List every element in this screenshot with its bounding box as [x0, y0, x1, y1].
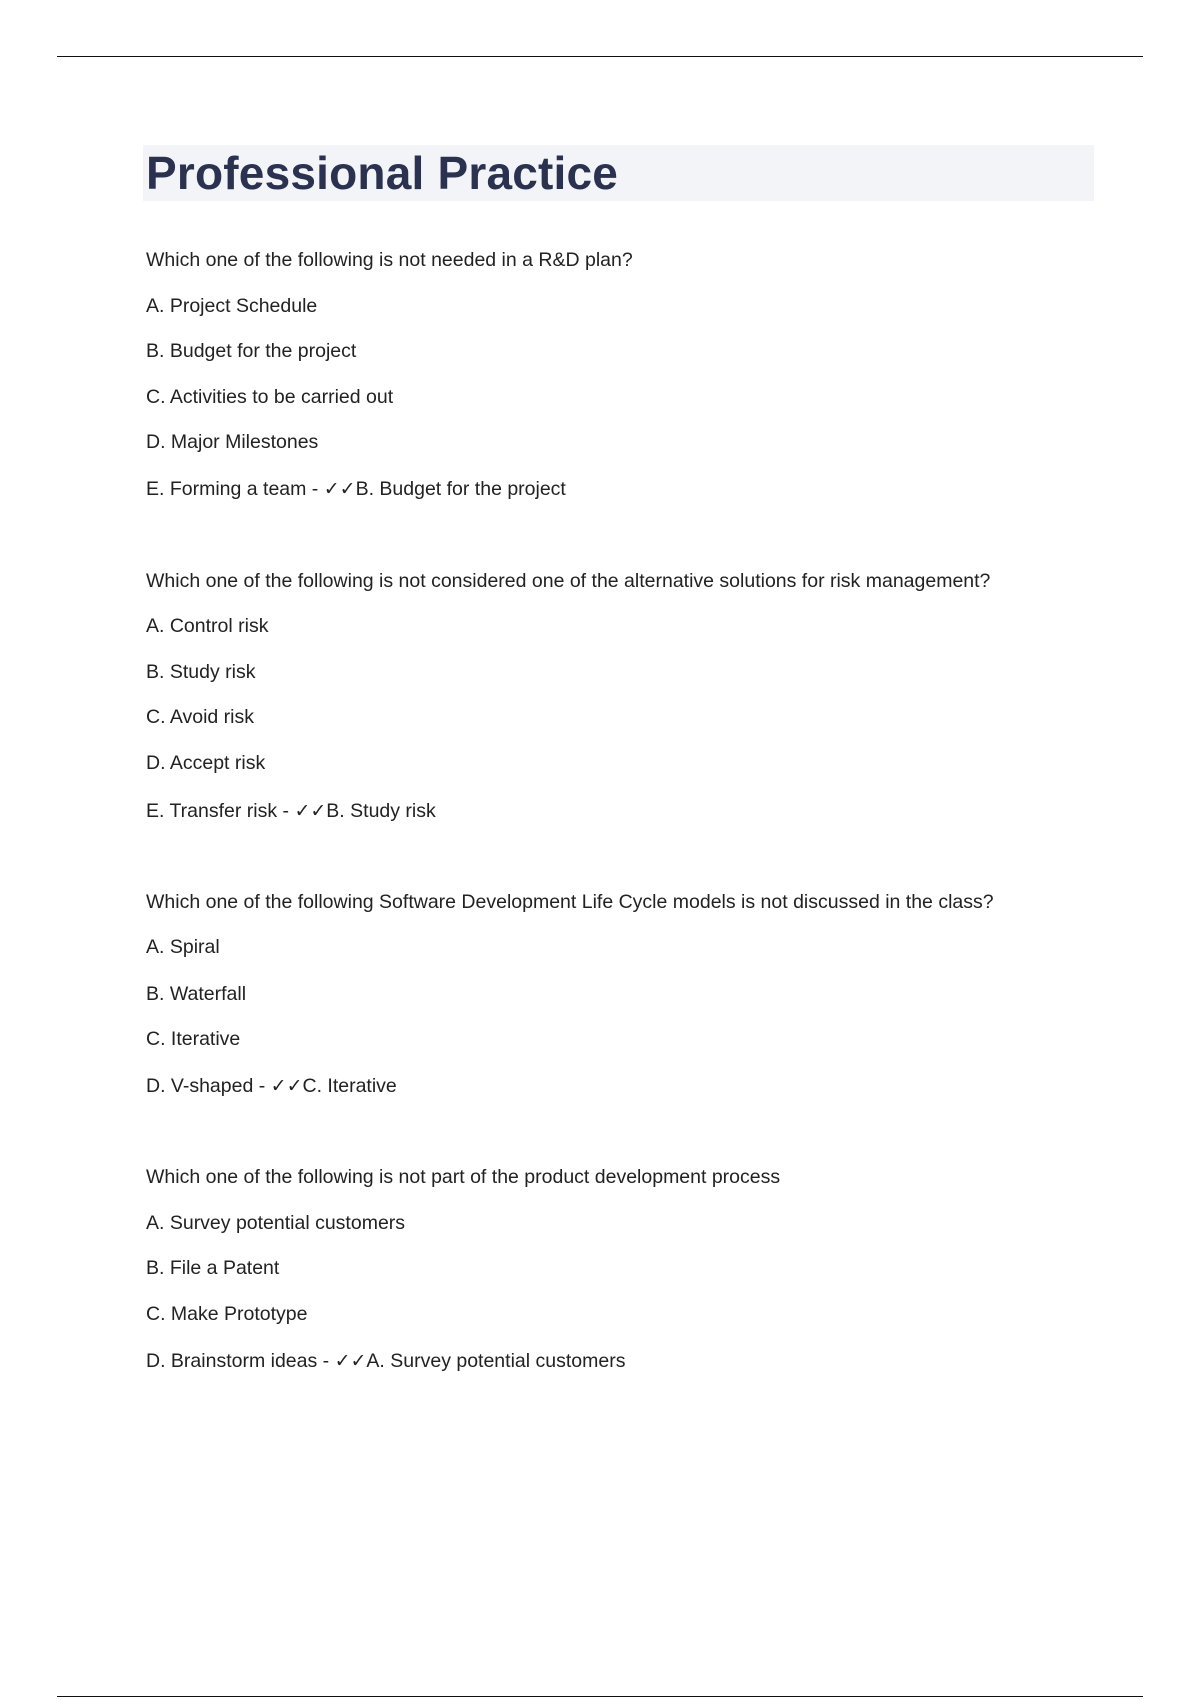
check-mark-icon: ✓✓	[294, 800, 327, 822]
question-text: Which one of the following is not considered one of the alternative solutions for risk management?	[146, 570, 991, 592]
correct-answer: A. Survey potential customers	[366, 1350, 626, 1372]
option-last-with-answer	[146, 799, 436, 823]
option-e: E. Transfer risk -	[146, 800, 295, 822]
option-c: C. Make Prototype	[146, 1303, 308, 1325]
check-mark-icon: ✓✓	[270, 1075, 303, 1097]
option-b: B. Budget for the project	[146, 340, 357, 362]
option-a: A. Survey potential customers	[146, 1212, 406, 1234]
correct-answer: B. Budget for the project	[355, 478, 566, 500]
check-mark-icon: ✓✓	[323, 478, 356, 500]
option-d: D. Accept risk	[146, 752, 266, 774]
option-c: C. Activities to be carried out	[146, 386, 394, 408]
correct-answer: C. Iterative	[302, 1075, 397, 1097]
option-c: C. Iterative	[146, 1028, 241, 1050]
top-rule	[57, 56, 1143, 57]
option-b: B. File a Patent	[146, 1257, 280, 1279]
bottom-rule	[57, 1696, 1143, 1697]
option-a: A. Spiral	[146, 936, 220, 958]
option-d: D. Brainstorm ideas -	[146, 1350, 335, 1372]
option-d: D. V-shaped -	[146, 1075, 271, 1097]
option-last-with-answer	[146, 1074, 397, 1098]
option-e: E. Forming a team -	[146, 478, 324, 500]
question-text: Which one of the following Software Development Life Cycle models is not discussed in the class?	[146, 891, 994, 913]
option-b: B. Waterfall	[146, 983, 247, 1005]
option-d: D. Major Milestones	[146, 431, 319, 453]
option-c: C. Avoid risk	[146, 706, 255, 728]
correct-answer: B. Study risk	[326, 800, 436, 822]
question-text: Which one of the following is not part of the product development process	[146, 1166, 781, 1188]
page-title: Professional Practice	[146, 147, 619, 199]
option-b: B. Study risk	[146, 661, 256, 683]
question-text: Which one of the following is not needed in a R&D plan?	[146, 249, 633, 271]
option-last-with-answer	[146, 477, 566, 501]
option-a: A. Project Schedule	[146, 295, 318, 317]
option-last-with-answer	[146, 1349, 625, 1373]
check-mark-icon: ✓✓	[334, 1350, 367, 1372]
option-a: A. Control risk	[146, 615, 269, 637]
